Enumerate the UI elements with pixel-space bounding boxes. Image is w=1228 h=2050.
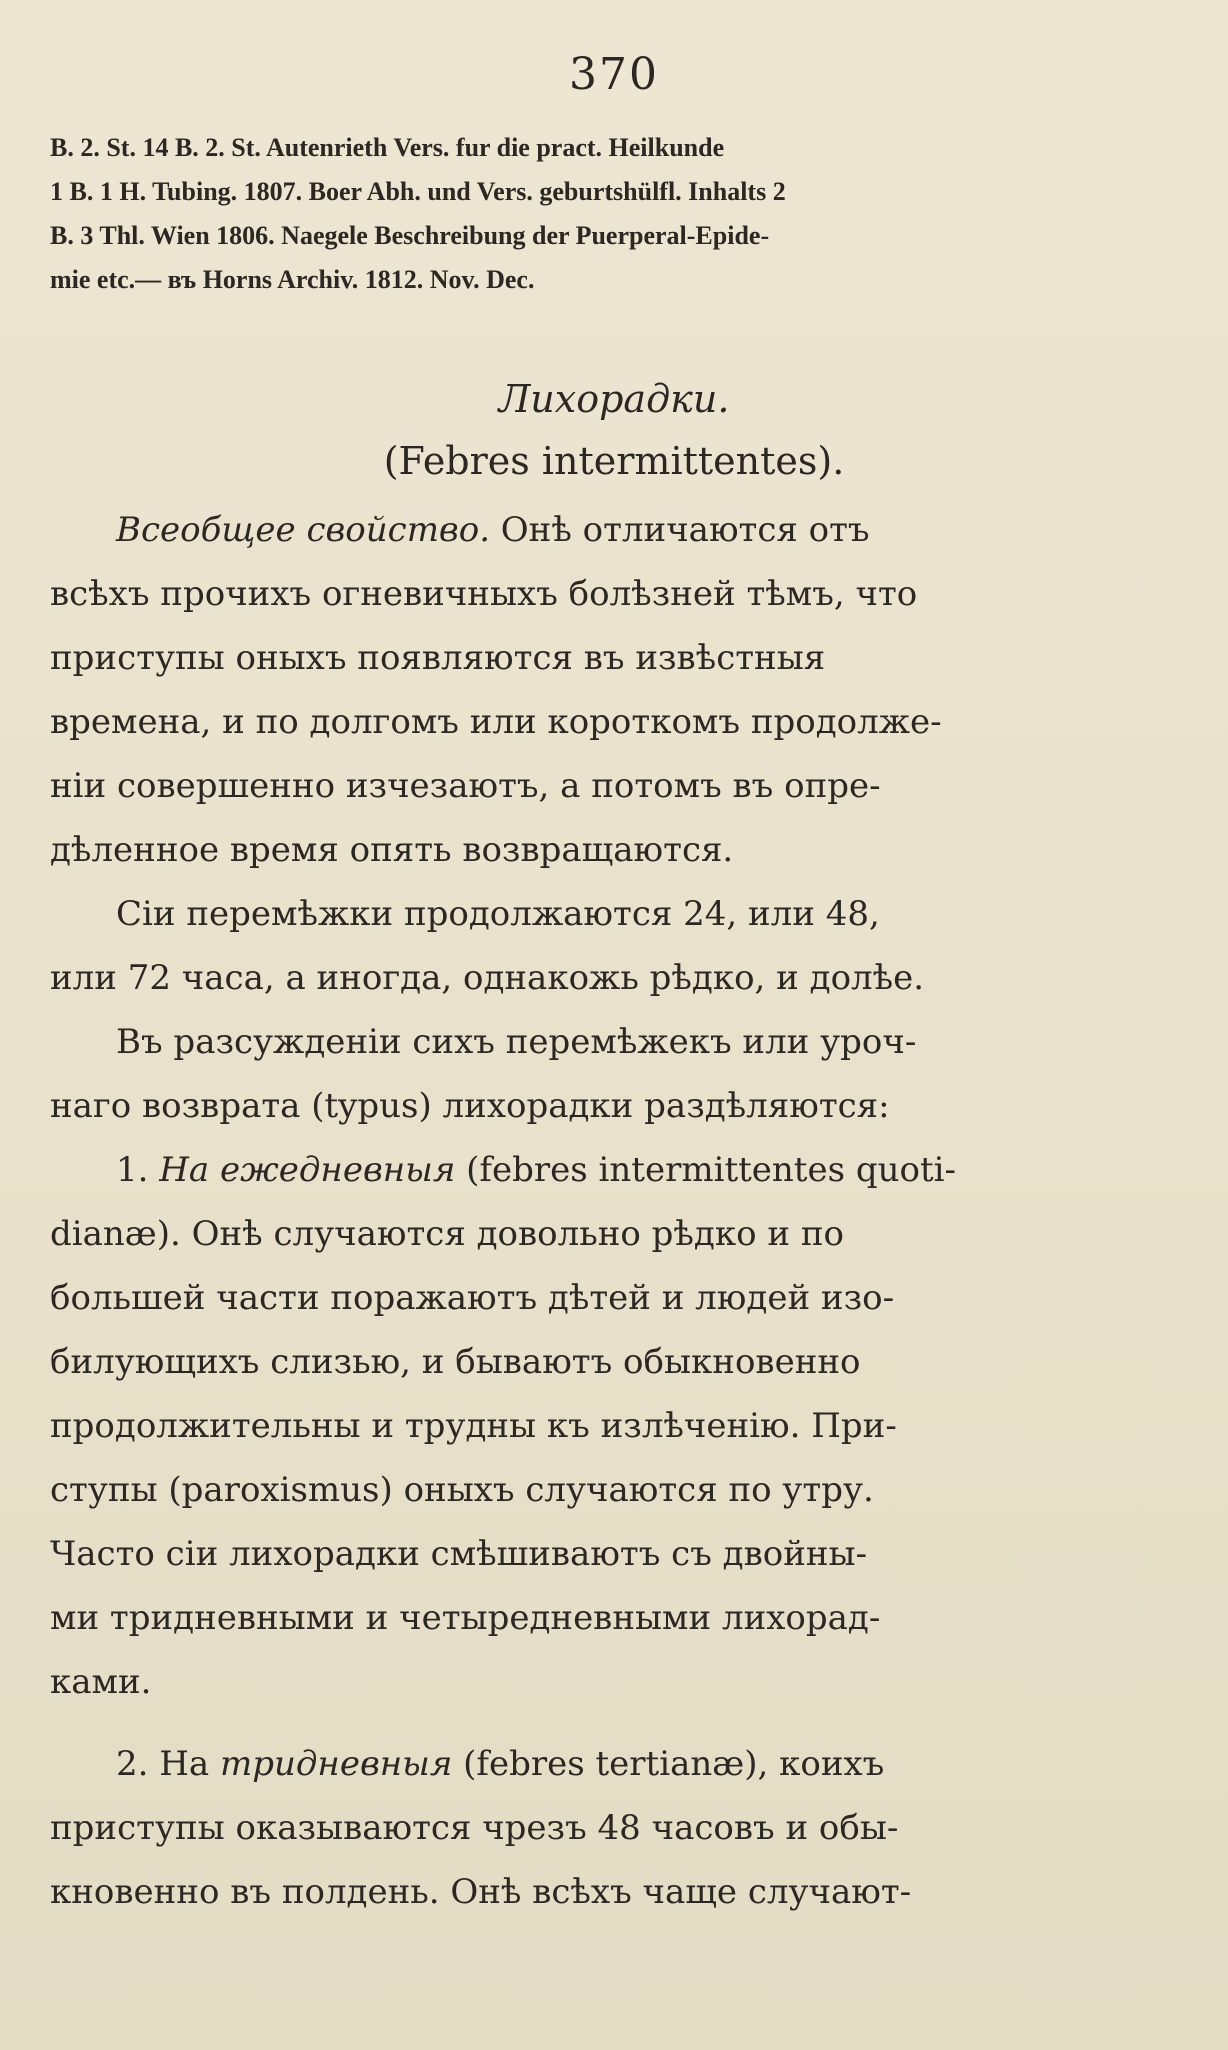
text-line: ми тридневными и четыредневными лихорад- <box>50 1598 881 1638</box>
italic-lead: Всеобщее свойство. <box>116 510 490 550</box>
references-block <box>50 126 1178 302</box>
term-rest: (febres tertianæ), коихъ <box>452 1744 885 1784</box>
text-line: или 72 часа, а иногда, однакожь рѣдко, и долѣе. <box>50 958 925 998</box>
paragraph-gap <box>50 1714 1178 1732</box>
list-number: 2. На <box>116 1744 210 1784</box>
text-line: Сіи перемѣжки продолжаются 24, или 48, <box>116 894 880 934</box>
page-number: 370 <box>569 49 659 100</box>
term-rest: (febres intermittentes quoti- <box>455 1150 956 1190</box>
text-line: наго возврата (typus) лихорадки раздѣляются: <box>50 1086 890 1126</box>
body-text <box>50 498 1178 1924</box>
reference-line: mie etc.— въ Horns Archiv. 1812. Nov. Dec. <box>50 265 535 294</box>
reference-line: B. 2. St. 14 B. 2. St. Autenrieth Vers. fur die pract. Heilkunde <box>50 133 725 162</box>
text-line: приступы оказываются чрезъ 48 часовъ и обы- <box>50 1808 899 1848</box>
text-line: приступы оныхъ появляются въ извѣстныя <box>50 638 826 678</box>
text-line: ками. <box>50 1662 152 1702</box>
text-line: ніи совершенно изчезаютъ, а потомъ въ опре- <box>50 766 881 806</box>
list-item-first-line <box>50 1138 1178 1202</box>
list-number: 1. <box>116 1150 149 1190</box>
text-line: Въ разсужденіи сихъ перемѣжекъ или уроч- <box>116 1022 917 1062</box>
italic-term: На ежедневныя <box>159 1150 456 1190</box>
text-line: дѣленное время опять возвращаются. <box>50 830 734 870</box>
text-line: dianæ). Онѣ случаются довольно рѣдко и по <box>50 1214 844 1254</box>
reference-line: 1 B. 1 H. Tubing. 1807. Boer Abh. und Vers. geburtshülfl. Inhalts 2 <box>50 177 786 206</box>
text-line: билующихъ слизью, и бываютъ обыкновенно <box>50 1342 861 1382</box>
list-item-first-line <box>50 1732 1178 1796</box>
lead-rest: Онѣ отличаются отъ <box>490 510 870 550</box>
italic-term: тридневныя <box>219 1744 453 1784</box>
text-line: продолжительны и трудны къ излѣченію. При- <box>50 1406 897 1446</box>
text-line: ступы (paroxismus) оныхъ случаются по утру. <box>50 1470 874 1510</box>
text-line: кновенно въ полдень. Онѣ всѣхъ чаще случают- <box>50 1872 912 1912</box>
text-line: Часто сіи лихорадки смѣшиваютъ съ двойны- <box>50 1534 868 1574</box>
section-heading: Лихорадки. <box>498 377 730 421</box>
section-subheading: (Febres intermittentes). <box>383 439 845 483</box>
text-line: всѣхъ прочихъ огневичныхъ болѣзней тѣмъ, что <box>50 574 918 614</box>
text-line: времена, и по долгомъ или короткомъ продолже- <box>50 702 942 742</box>
text-line: большей части поражаютъ дѣтей и людей изо- <box>50 1278 895 1318</box>
reference-line: B. 3 Thl. Wien 1806. Naegele Beschreibung der Puerperal-Epide- <box>50 221 770 250</box>
paragraph-first-line <box>50 498 1178 562</box>
